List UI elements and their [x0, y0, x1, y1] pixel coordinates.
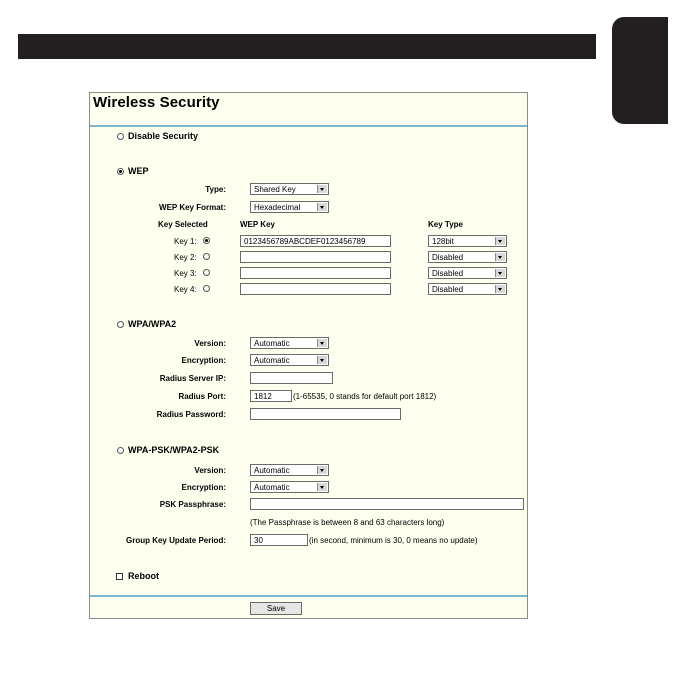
wpa-encryption-label: Encryption: [181, 356, 226, 365]
psk-encryption-label: Encryption: [181, 483, 226, 492]
radius-ip-input[interactable] [250, 372, 333, 384]
chevron-down-icon [317, 185, 327, 193]
radio-key-3[interactable] [203, 269, 210, 276]
wep-format-select[interactable] [250, 201, 329, 213]
radio-wpa[interactable] [117, 321, 124, 328]
key-2-label: Key 2: [174, 253, 197, 262]
radius-port-input[interactable] [250, 390, 292, 402]
group-key-hint: (in second, minimum is 30, 0 means no update) [309, 536, 478, 545]
divider-bottom [90, 595, 527, 597]
key-1-input[interactable] [240, 235, 391, 247]
radio-key-2[interactable] [203, 253, 210, 260]
chevron-down-icon [495, 237, 505, 245]
key-4-input[interactable] [240, 283, 391, 295]
wpa-encryption-select[interactable] [250, 354, 329, 366]
chevron-down-icon [317, 203, 327, 211]
key-4-type-value: Disabled [432, 285, 464, 294]
wpa-psk-label: WPA-PSK/WPA2-PSK [128, 445, 220, 455]
key-3-label: Key 3: [174, 269, 197, 278]
chevron-down-icon [495, 253, 505, 261]
chevron-down-icon [317, 466, 327, 474]
col-key-selected: Key Selected [158, 220, 208, 229]
key-4-type-select[interactable] [428, 283, 507, 295]
psk-encryption-select[interactable] [250, 481, 329, 493]
key-4-label: Key 4: [174, 285, 197, 294]
wep-type-value: Shared Key [254, 185, 296, 194]
key-2-input[interactable] [240, 251, 391, 263]
reboot-label: Reboot [128, 571, 159, 581]
radius-port-value: 1812 [254, 392, 272, 401]
wpa-label: WPA/WPA2 [128, 319, 177, 329]
radius-ip-label: Radius Server IP: [159, 374, 226, 383]
col-wep-key: WEP Key [240, 220, 275, 229]
key-2-type-select[interactable] [428, 251, 507, 263]
key-3-type-select[interactable] [428, 267, 507, 279]
chevron-down-icon [495, 285, 505, 293]
radius-password-input[interactable] [250, 408, 401, 420]
psk-passphrase-hint: (The Passphrase is between 8 and 63 characters long) [250, 518, 445, 527]
radius-port-hint: (1-65535, 0 stands for default port 1812) [293, 392, 437, 401]
radio-key-1[interactable] [203, 237, 210, 244]
key-2-type-value: Disabled [432, 253, 464, 262]
radio-disable-security[interactable] [117, 133, 124, 140]
radius-password-label: Radius Password: [156, 410, 226, 419]
key-1-value: 0123456789ABCDEF0123456789 [244, 237, 366, 246]
chevron-down-icon [495, 269, 505, 277]
wep-label: WEP [128, 166, 149, 176]
radio-wep[interactable] [117, 168, 124, 175]
psk-version-value: Automatic [254, 466, 290, 475]
radius-port-label: Radius Port: [178, 392, 226, 401]
key-1-type-select[interactable] [428, 235, 507, 247]
divider-top [90, 125, 527, 127]
wep-type-select[interactable] [250, 183, 329, 195]
wpa-encryption-value: Automatic [254, 356, 290, 365]
wpa-version-value: Automatic [254, 339, 290, 348]
radio-key-4[interactable] [203, 285, 210, 292]
side-tab [612, 17, 668, 124]
key-1-type-value: 128bit [432, 237, 454, 246]
col-key-type: Key Type [428, 220, 463, 229]
chevron-down-icon [317, 483, 327, 491]
psk-encryption-value: Automatic [254, 483, 290, 492]
reboot-checkbox[interactable] [116, 573, 123, 580]
chevron-down-icon [317, 356, 327, 364]
save-button[interactable]: Save [250, 602, 302, 615]
key-1-label: Key 1: [174, 237, 197, 246]
chevron-down-icon [317, 339, 327, 347]
wep-format-label: WEP Key Format: [159, 203, 226, 212]
wpa-version-label: Version: [194, 339, 226, 348]
wep-type-label: Type: [205, 185, 226, 194]
wpa-version-select[interactable] [250, 337, 329, 349]
disable-security-label: Disable Security [128, 131, 199, 141]
group-key-label: Group Key Update Period: [125, 536, 226, 545]
group-key-input[interactable] [250, 534, 308, 546]
key-3-type-value: Disabled [432, 269, 464, 278]
group-key-value: 30 [254, 536, 263, 545]
psk-passphrase-input[interactable] [250, 498, 524, 510]
wep-format-value: Hexadecimal [254, 203, 301, 212]
psk-version-select[interactable] [250, 464, 329, 476]
psk-passphrase-label: PSK Passphrase: [159, 500, 226, 509]
wireless-security-panel [89, 92, 528, 619]
header-bar [18, 34, 596, 59]
psk-version-label: Version: [194, 466, 226, 475]
key-3-input[interactable] [240, 267, 391, 279]
radio-wpa-psk[interactable] [117, 447, 124, 454]
page-title: Wireless Security [93, 94, 220, 111]
